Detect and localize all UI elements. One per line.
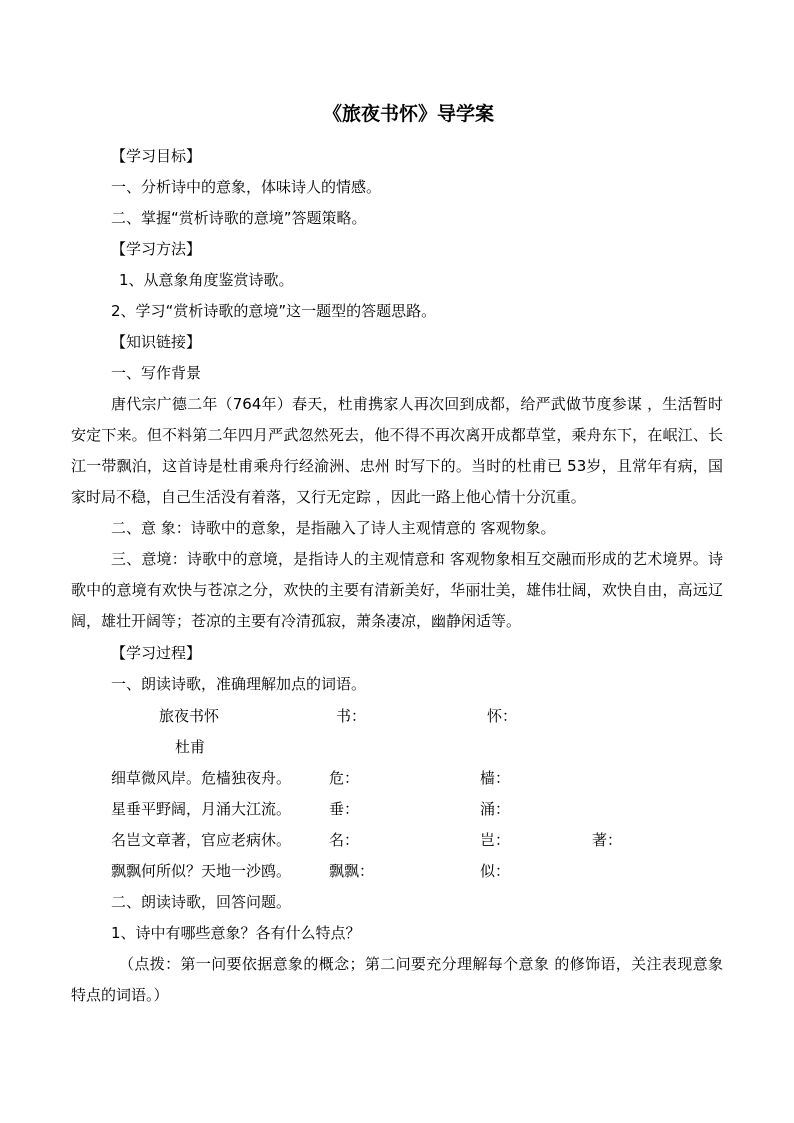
term-piaopiao: 飘飘： [329, 862, 375, 880]
poem-line-1: 细草微风岸。危樯独夜舟。 [111, 769, 292, 787]
methods-heading: 【学习方法】 [111, 240, 202, 258]
term-zhu: 著： [592, 831, 623, 849]
term-shu: 书： [336, 707, 367, 725]
page-title: 《旅夜书怀》导学案 [323, 103, 495, 125]
process-heading: 【学习过程】 [111, 644, 202, 662]
links-heading: 【知识链接】 [111, 333, 202, 351]
question-1: 1、诗中有哪些意象？各有什么特点？ [111, 924, 361, 942]
goal-item-1: 一、分析诗中的意象，体味诗人的情感。 [111, 178, 382, 196]
poem-line-2: 星垂平野阔，月涌大江流。 [111, 800, 292, 818]
poem-author: 杜甫 [175, 738, 206, 756]
poem-title: 旅夜书怀 [159, 707, 220, 725]
hint-paragraph: （点拨：第一问要依据意象的概念；第二问要充分理解每个意象 的修饰语，关注表现意象特点的词语。） [71, 955, 723, 1004]
term-ming: 名： [329, 831, 360, 849]
term-qiang: 樯： [480, 769, 511, 787]
method-item-2: 2、学习“赏析诗歌的意境”这一题型的答题思路。 [111, 302, 437, 320]
imagery-paragraph: 二、意 象：诗歌中的意象，是指融入了诗人主观情意的 客观物象。 [111, 519, 556, 537]
term-qi: 岂： [480, 831, 511, 849]
term-wei: 危： [329, 769, 360, 787]
mood-paragraph: 三、意境：诗歌中的意境，是指诗人的主观情意和 客观物象相互交融而形成的艺术境界。诗歌中的意境有欢快与苍凉之分，欢快的主要有清新美好，华丽壮美，雄伟壮阔，欢快自由，高远辽阔，雄壮开阔等；苍凉的主要有冷清孤寂，萧条凄凉，幽静闲适等。 [71, 550, 723, 630]
term-si: 似： [480, 862, 511, 880]
method-item-1: 1、从意象角度鉴赏诗歌。 [119, 271, 294, 289]
goals-heading: 【学习目标】 [111, 147, 202, 165]
process-step-2: 二、朗读诗歌，回答问题。 [111, 893, 292, 911]
poem-line-3: 名岂文章著，官应老病休。 [111, 831, 292, 849]
term-huai: 怀： [487, 707, 518, 725]
process-step-1: 一、朗读诗歌，准确理解加点的词语。 [111, 675, 367, 693]
poem-line-4: 飘飘何所似？天地一沙鸥。 [111, 862, 292, 880]
goal-item-2: 二、掌握“赏析诗歌的意境”答题策略。 [111, 209, 367, 227]
term-yong: 涌： [480, 800, 511, 818]
background-paragraph: 唐代宗广德二年（764年）春天，杜甫携家人再次回到成都，给严武做节度参谋 ，生活暂时安定下来。但不料第二年四月严武忽然死去，他不得不再次离开成都草堂，乘舟东下，在岷江、长江一带飘泊，这首诗是杜甫乘舟行经渝洲、忠州 时写下的。当时的杜甫已 53岁，且常年有病，国家时局不稳，自己生活没有着落，又行无定踪 ，因此一路上他心情十分沉重。 [71, 395, 723, 506]
term-chui: 垂： [329, 800, 360, 818]
background-heading: 一、写作背景 [111, 364, 202, 382]
